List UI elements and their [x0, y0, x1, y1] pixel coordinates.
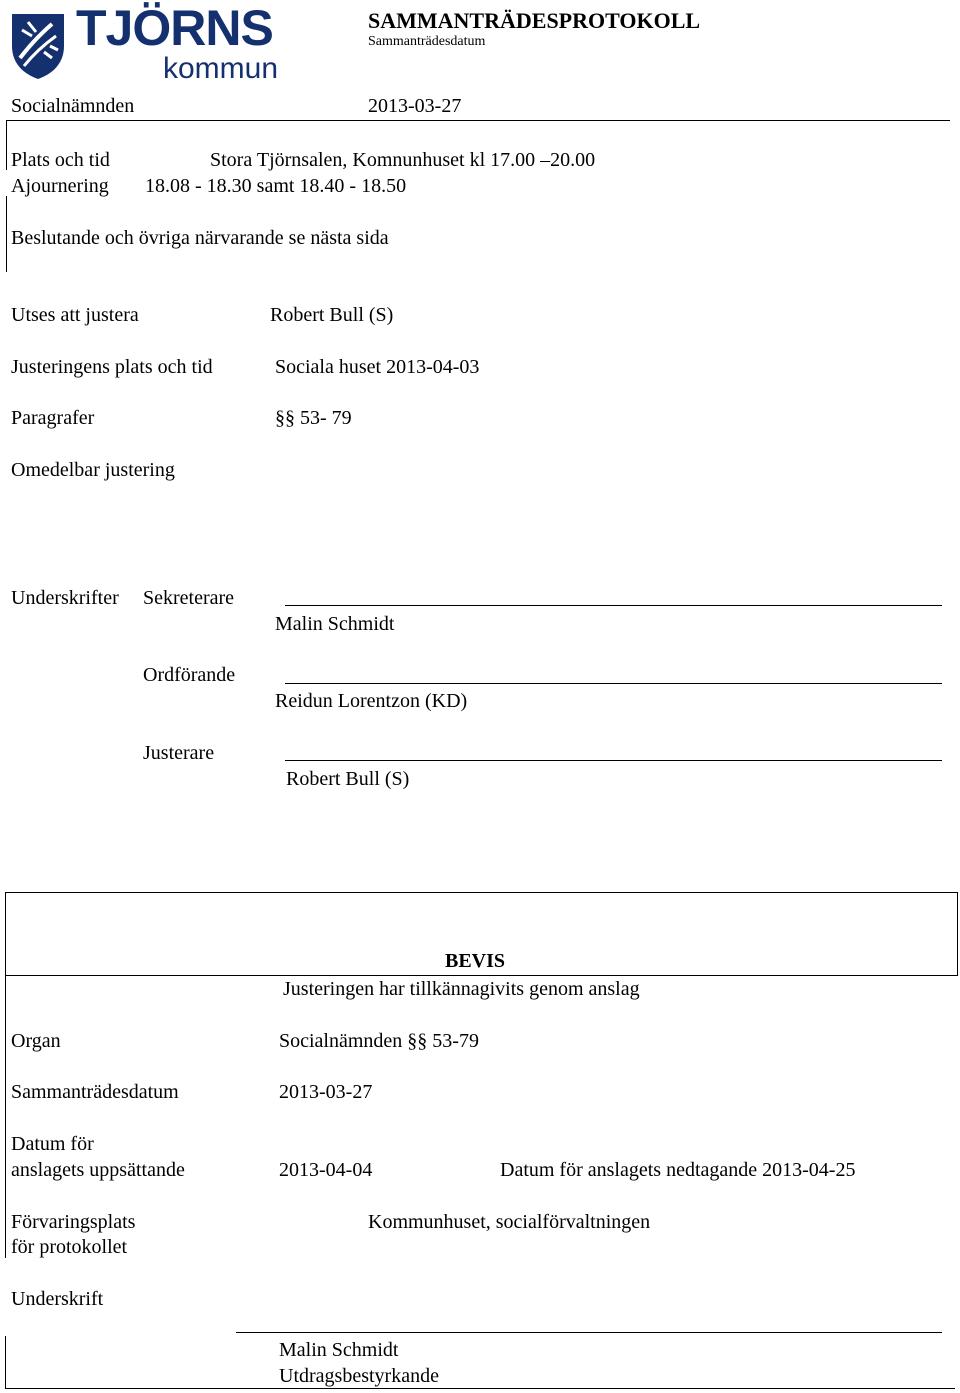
organ-label: Organ: [11, 1030, 61, 1052]
crest-icon: [8, 8, 68, 80]
secretary-role: Sekreterare: [143, 587, 235, 609]
meeting-date: 2013-03-27: [368, 95, 462, 117]
adjuster-name: Robert Bull (S): [286, 768, 410, 790]
signature-label: Underskrift: [11, 1288, 104, 1310]
adjuster-role: Justerare: [143, 742, 215, 764]
chair-name: Reidun Lorentzon (KD): [275, 690, 468, 712]
adjourn-value: 18.08 - 18.30 samt 18.40 - 18.50: [145, 175, 407, 197]
place-value: Stora Tjörnsalen, Komnunhuset kl 17.00 –20.00: [210, 149, 596, 171]
place-label: Plats och tid: [11, 149, 110, 171]
organ-value: Socialnämnden §§ 53-79: [279, 1030, 479, 1052]
signer-name: Malin Schmidt: [279, 1339, 399, 1361]
document-subtitle: Sammanträdesdatum: [368, 34, 486, 49]
logo-wordmark: TJÖRNS: [76, 0, 273, 56]
bottom-border: [5, 1388, 955, 1389]
justify-place-label: Justeringens plats och tid: [11, 356, 213, 378]
left-margin-line: [5, 976, 6, 1258]
secretary-signature-line: [285, 605, 942, 606]
municipality-logo: [8, 0, 279, 85]
immediate-label: Omedelbar justering: [11, 459, 175, 481]
adjuster-signature-line: [285, 760, 942, 761]
storage-value: Kommunhuset, socialförvaltningen: [368, 1211, 651, 1233]
chair-signature-line: [285, 683, 942, 684]
logo-subtitle: kommun: [163, 52, 279, 85]
header-divider: [6, 120, 950, 121]
left-margin-line: [6, 120, 7, 170]
left-margin-line: [5, 1336, 6, 1388]
adjourn-label: Ajournering: [11, 175, 109, 197]
body-name: Socialnämnden: [11, 95, 135, 117]
storage-label-line2: för protokollet: [11, 1236, 128, 1258]
justify-place-value: Sociala huset 2013-04-03: [275, 356, 480, 378]
proof-title: BEVIS: [445, 950, 506, 972]
document-title: SAMMANTRÄDESPROTOKOLL: [368, 8, 701, 33]
attendees-note: Beslutande och övriga närvarande se nästa sida: [11, 227, 389, 249]
removal-date: Datum för anslagets nedtagande 2013-04-25: [500, 1159, 856, 1181]
left-margin-line: [6, 196, 7, 272]
proof-signature-line: [236, 1332, 942, 1333]
proof-subtitle: Justeringen har tillkännagivits genom anslag: [283, 978, 640, 1000]
paragraphs-value: §§ 53- 79: [275, 407, 352, 429]
justify-value: Robert Bull (S): [270, 304, 394, 326]
proof-date-value: 2013-03-27: [279, 1081, 373, 1103]
secretary-name: Malin Schmidt: [275, 613, 395, 635]
chair-role: Ordförande: [143, 664, 236, 686]
paragraphs-label: Paragrafer: [11, 407, 95, 429]
proof-date-label: Sammanträdesdatum: [11, 1081, 179, 1103]
storage-label-line1: Förvaringsplats: [11, 1211, 136, 1233]
signatures-label: Underskrifter: [11, 587, 119, 609]
signer-title: Utdragsbestyrkande: [279, 1365, 439, 1387]
posting-label-line2: anslagets uppsättande: [11, 1159, 185, 1181]
posting-value: 2013-04-04: [279, 1159, 373, 1181]
justify-label: Utses att justera: [11, 304, 139, 326]
posting-label-line1: Datum för: [11, 1133, 94, 1155]
